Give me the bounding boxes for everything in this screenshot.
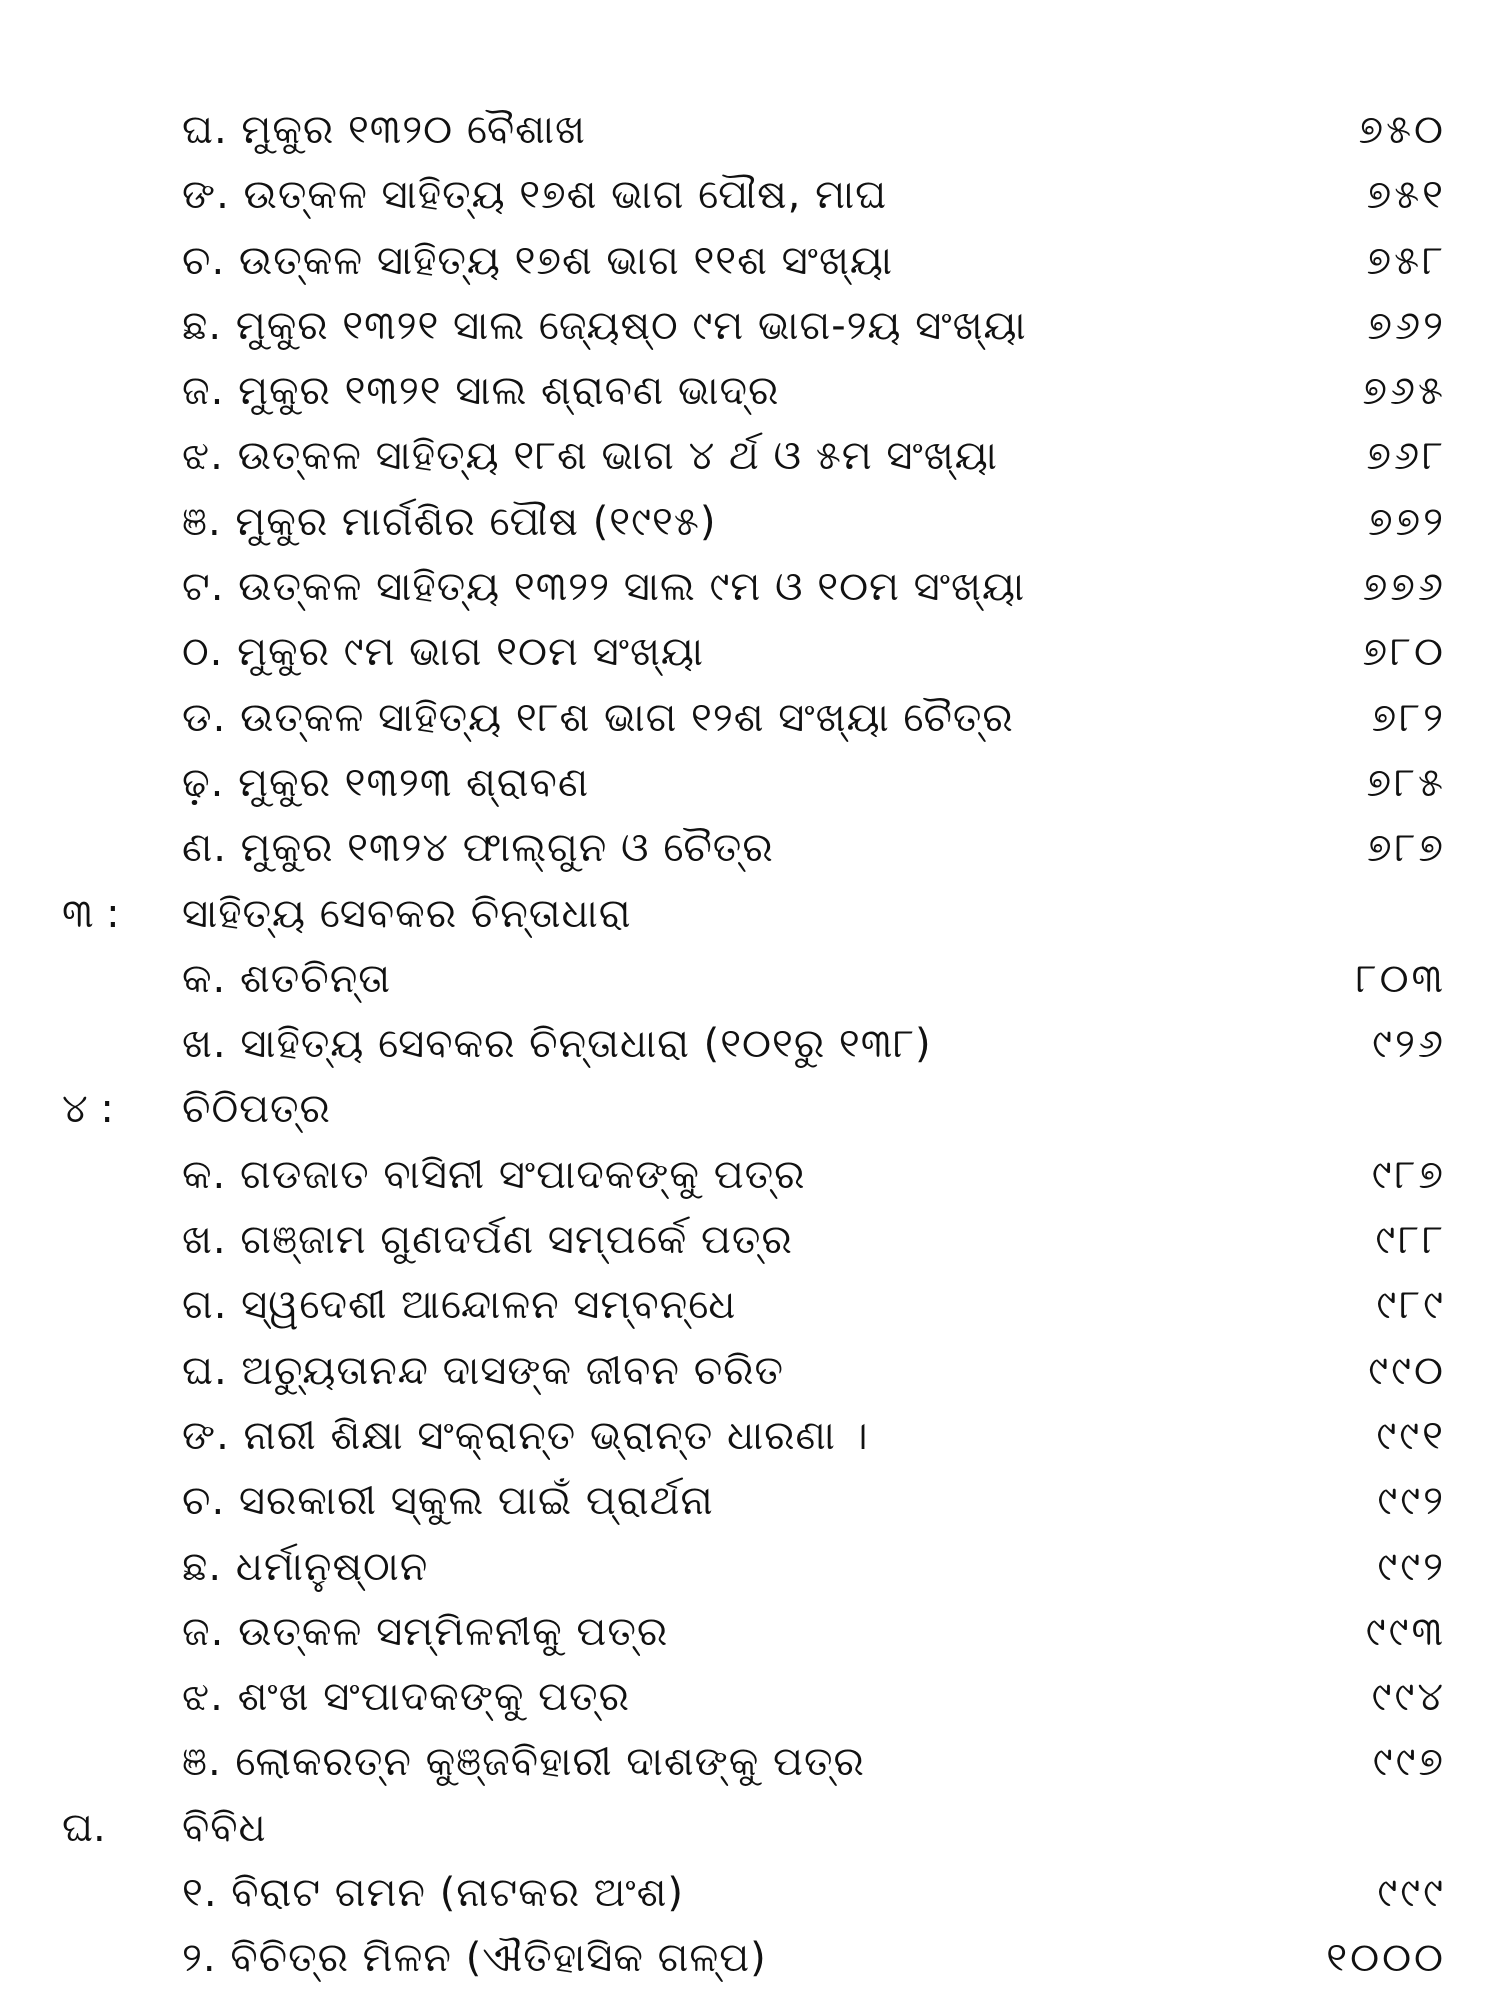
toc-entry (0, 686, 1500, 751)
section-number: ଘ. (62, 1804, 106, 1851)
toc-entry (0, 1600, 1500, 1665)
toc-entry (0, 1339, 1500, 1404)
page-number: ୯୯୨ (1377, 1478, 1446, 1525)
section-title: ସାହିତ୍ୟ ସେବକର ଚିନ୍ତାଧାରା (182, 890, 632, 937)
toc-entry (0, 1665, 1500, 1730)
entry-title: ଘ. ମୁକୁର ୧୩୨୦ ବୈଶାଖ (182, 107, 586, 153)
toc-entry (0, 490, 1500, 555)
entry-title: ଚ. ଉତ୍କଳ ସାହିତ୍ୟ ୧୭ଶ ଭାଗ ୧୧ଶ ସଂଖ୍ୟା (182, 237, 894, 284)
toc-section-heading (0, 1796, 1500, 1861)
entry-title: ଞ. ଲୋକରତ୍ନ କୁଞ୍ଜବିହାରୀ ଦାଶଙ୍କୁ ପତ୍ର (182, 1739, 865, 1786)
page-number: ୭୮୦ (1362, 629, 1446, 676)
entry-title: ୧. ବିରାଟ ଗମନ (ନାଟକର ଅଂଶ) (182, 1870, 684, 1917)
page-number: ୭୮୫ (1366, 759, 1446, 806)
toc-entry (0, 751, 1500, 816)
entry-title: ଡ. ଉତ୍କଳ ସାହିତ୍ୟ ୧୮ଶ ଭାଗ ୧୨ଶ ସଂଖ୍ୟା ଚୈତ୍ର (182, 694, 1014, 741)
toc-section-heading (0, 882, 1500, 947)
page-number: ୭୫୦ (1358, 107, 1446, 153)
section-title: ଚିଠିପତ୍ର (182, 1086, 331, 1133)
page-number: ୭୭୬ (1362, 564, 1446, 611)
page-number: ୯୨୬ (1372, 1021, 1446, 1068)
toc-entry (0, 359, 1500, 424)
entry-title: ଝ. ଶଂଖ ସଂପାଦକଙ୍କୁ ପତ୍ର (182, 1674, 630, 1721)
section-number: ୪ : (62, 1086, 114, 1133)
toc-entry (0, 1926, 1500, 1991)
toc-entry (0, 98, 1500, 163)
page-number: ୭୬୫ (1362, 368, 1446, 415)
toc-entry (0, 163, 1500, 228)
toc-section-heading (0, 1077, 1500, 1142)
section-title: ବିବିଧ (182, 1804, 267, 1851)
entry-title: ଠ. ମୁକୁର ୯ମ ଭାଗ ୧୦ମ ସଂଖ୍ୟା (182, 629, 705, 676)
entry-title: ଟ. ଉତ୍କଳ ସାହିତ୍ୟ ୧୩୨୨ ସାଲ ୯ମ ଓ ୧୦ମ ସଂଖ୍ୟା (182, 564, 1026, 611)
toc-entry (0, 424, 1500, 489)
toc-entry (0, 1730, 1500, 1795)
toc-entry (0, 1535, 1500, 1600)
toc-entry (0, 947, 1500, 1012)
toc-entry (0, 1273, 1500, 1338)
toc-entry (0, 1469, 1500, 1534)
toc-entry (0, 1012, 1500, 1077)
toc-entry (0, 1861, 1500, 1926)
entry-title: ଝ. ଉତ୍କଳ ସାହିତ୍ୟ ୧୮ଶ ଭାଗ ୪ ର୍ଥ ଓ ୫ମ ସଂଖ୍ୟା (182, 433, 998, 480)
entry-title: ଛ. ମୁକୁର ୧୩୨୧ ସାଲ ଜ୍ୟେଷ୍ଠ ୯ମ ଭାଗ-୨ୟ ସଂଖ୍ୟା (182, 302, 1027, 349)
page-number: ୭୮୨ (1371, 694, 1446, 741)
page-number: ୮୦୩ (1355, 955, 1446, 1002)
entry-title: ଛ. ଧର୍ମାନୁଷ୍ଠାନ (182, 1543, 429, 1590)
table-of-contents (0, 98, 1500, 1992)
page-number: ୧୦୦୦ (1326, 1935, 1446, 1982)
page-number: ୯୯୪ (1371, 1674, 1446, 1721)
entry-title: ଞ. ମୁକୁର ମାର୍ଗଶିର ପୌଷ (୧୯୧୫) (182, 498, 717, 545)
page-number: ୭୫୮ (1366, 237, 1446, 284)
entry-title: ଜ. ମୁକୁର ୧୩୨୧ ସାଲ ଶ୍ରାବଣ ଭାଦ୍ର (182, 368, 780, 415)
page-number: ୭୮୭ (1367, 825, 1446, 872)
entry-title: ୨. ବିଚିତ୍ର ମିଳନ (ଐତିହାସିକ ଗଳ୍ପ) (182, 1935, 767, 1982)
page-number: ୯୯୨ (1377, 1543, 1446, 1590)
page-number: ୯୯୦ (1368, 1347, 1446, 1394)
toc-entry (0, 1208, 1500, 1273)
page-number: ୯୯୭ (1372, 1739, 1446, 1786)
entry-title: ଖ. ସାହିତ୍ୟ ସେବକର ଚିନ୍ତାଧାରା (୧୦୧ରୁ ୧୩୮) (182, 1021, 932, 1068)
toc-entry (0, 1143, 1500, 1208)
page-number: ୭୫୧ (1366, 172, 1446, 219)
page-number: ୭୬୨ (1367, 302, 1446, 349)
toc-entry (0, 1404, 1500, 1469)
entry-title: ଢ଼. ମୁକୁର ୧୩୨୩ ଶ୍ରାବଣ (182, 759, 590, 806)
page-number: ୭୭୨ (1368, 498, 1446, 545)
toc-entry (0, 555, 1500, 620)
toc-entry (0, 229, 1500, 294)
page-number: ୯୯୧ (1376, 1412, 1446, 1459)
entry-title: କ. ଶତଚିନ୍ତା (182, 955, 392, 1002)
entry-title: ଙ. ଉତ୍କଳ ସାହିତ୍ୟ ୧୭ଶ ଭାଗ ପୌଷ, ମାଘ (182, 172, 888, 219)
entry-title: ଘ. ଅଚ୍ୟୁତାନନ୍ଦ ଦାସଙ୍କ ଜୀବନ ଚରିତ (182, 1347, 784, 1394)
entry-title: ଙ. ନାରୀ ଶିକ୍ଷା ସଂକ୍ରାନ୍ତ ଭ୍ରାନ୍ତ ଧାରଣା । (182, 1412, 869, 1459)
page-number: ୯୯୩ (1365, 1608, 1446, 1655)
page-number: ୭୬୮ (1366, 433, 1446, 480)
page-number: ୯୯୯ (1377, 1870, 1446, 1917)
entry-title: ଖ. ଗଞ୍ଜାମ ଗୁଣଦର୍ପଣ ସମ୍ପର୍କେ ପତ୍ର (182, 1217, 793, 1264)
page-number: ୯୮୯ (1376, 1282, 1446, 1329)
entry-title: ଗ. ସ୍ୱଦେଶୀ ଆନ୍ଦୋଳନ ସମ୍ବନ୍ଧେ (182, 1282, 737, 1329)
section-number: ୩ : (62, 890, 120, 937)
toc-entry (0, 294, 1500, 359)
entry-title: କ. ଗଡଜାତ ବାସିନୀ ସଂପାଦକଙ୍କୁ ପତ୍ର (182, 1151, 806, 1198)
toc-entry (0, 620, 1500, 685)
entry-title: ଜ. ଉତ୍କଳ ସମ୍ମିଳନୀକୁ ପତ୍ର (182, 1608, 669, 1655)
entry-title: ଚ. ସରକାରୀ ସ୍କୁଲ ପାଇଁ ପ୍ରାର୍ଥନା (182, 1478, 714, 1525)
page-number: ୯୮୮ (1375, 1217, 1446, 1264)
entry-title: ଣ. ମୁକୁର ୧୩୨୪ ଫାଲ୍‌ଗୁନ ଓ ଚୈତ୍ର (182, 825, 774, 872)
toc-entry (0, 816, 1500, 881)
page-number: ୯୮୭ (1371, 1151, 1446, 1198)
